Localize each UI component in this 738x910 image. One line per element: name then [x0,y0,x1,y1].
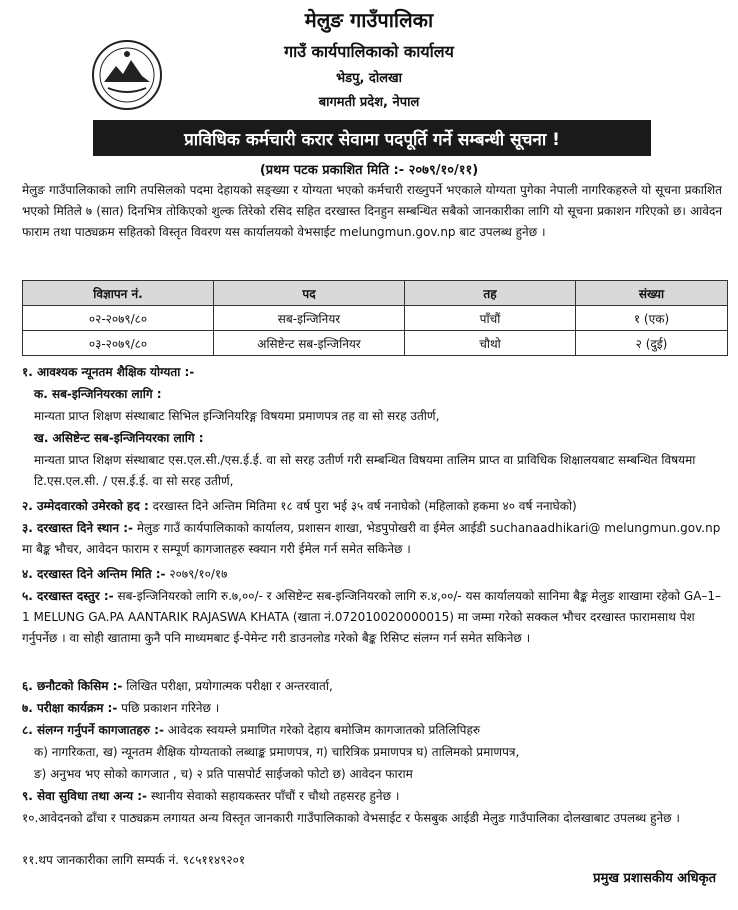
table-cell: २ (दुई) [576,331,728,356]
section-1a-text: मान्यता प्राप्त शिक्षण संस्थाबाट सिभिल इन्जिनियरिङ्ग विषयमा प्रमाणपत्र तह वा सो सरह उतीर्ण, [34,409,440,423]
section-1a-title: क. सब-इन्जिनियरका लागि : [34,387,162,401]
section-7-text: पछि प्रकाशन गरिनेछ । [121,701,220,715]
section-8-label: ८. संलग्न गर्नुपर्ने कागजातहरु :- [22,723,164,737]
section-1-title: १. आवश्यक न्यूनतम शैक्षिक योग्यता :- [22,365,195,379]
section-4-label: ४. दरखास्त दिने अन्तिम मिति :- [22,567,166,581]
section-5-text: सब-इन्जिनियरको लागि रु.७,००/- र असिष्टेन्ट सब-इन्जिनियरको लागि रु.४,००/- यस कार्यालयको सानिमा बैङ्क मेलुङ शाखामा रहेको GA–1–1 MELUNG GA.PA AANTARIK RAJASWA KHATA (खाता नं.072010020000015) मा जम्मा गरेको सक्कल भौचर दरखास्त फारामसाथ पेश गर्नुपर्नेछ । वा सोही खातामा कुनै पनि माध्यमबाट ई-पेमेन्ट गरी डाउनलोड गरेको बैङ्क रिसिप्ट संलग्न गर्न समेत सकिनेछ । [22,589,722,645]
table-row [23,331,728,356]
section-3 [22,518,726,560]
table-row [23,306,728,331]
signature-title: प्रमुख प्रशासकीय अधिकृत [593,871,716,886]
office-address: भेडपु, दोलखा [335,71,403,86]
section-6 [22,676,726,697]
office-name: गाउँ कार्यपालिकाको कार्यालय [284,42,454,61]
section-7-label: ७. परीक्षा कार्यक्रम :- [22,701,118,715]
table-cell: ०२-२०७९/८० [23,306,214,331]
table-cell: ०३-२०७९/८० [23,331,214,356]
table-cell: १ (एक) [576,306,728,331]
col-header: तह [405,281,576,306]
section-9 [22,786,726,807]
section-2-label: २. उम्मेदवारको उमेरको हद : [22,499,149,513]
section-11: ११.थप जानकारीका लागि सम्पर्क नं. ९८५११४९२०१ [22,853,246,867]
section-6-label: ६. छनौटको किसिम :- [22,679,123,693]
section-6-text: लिखित परीक्षा, प्रयोगात्मक परीक्षा र अन्तरवार्ता, [126,679,333,693]
section-3-text: मेलुङ गाउँ कार्यपालिकाको कार्यालय, प्रशासन शाखा, भेडपुपोखरी वा ईमेल आईडी suchanaadhikari@ melungmun.gov.np मा बैङ्क भौचर, आवेदन फाराम र सम्पूर्ण कागजातहरु स्क्यान गरी ईमेल गर्न समेत सकिनेछ । [22,521,721,556]
table-cell: पाँचौं [405,306,576,331]
section-8-list-2: ङ) अनुभव भए सोको कागजात , च) २ प्रति पासपोर्ट साईजको फोटो छ) आवेदन फाराम [34,767,413,781]
section-4-text: २०७९/१०/१७ [169,567,228,581]
notice-title: प्राविधिक कर्मचारी करार सेवामा पदपूर्ति गर्ने सम्बन्धी सूचना ! [93,120,651,156]
section-9-text: स्थानीय सेवाको सहायकस्तर पाँचौं र चौथो तहसरह हुनेछ । [150,789,400,803]
section-8-text: आवेदक स्वयम्ले प्रमाणित गरेको देहाय बमोजिम कागजातको प्रतिलिपिहरु [167,723,481,737]
table-header-row [23,281,728,306]
publish-date: (प्रथम पटक प्रकाशित मिति :- २०७९/१०/११) [259,163,479,178]
intro-paragraph: मेलुङ गाउँपालिकाको लागि तपसिलको पदमा देहायको सङ्ख्या र योग्यता भएको कर्मचारी राख्नुपर्ने भएकाले योग्यता पुगेका नेपाली नागरिकहरुले यो सूचना प्रकाशित भएको मितिले ७ (सात) दिनभित्र तोकिएको शुल्क तिरेको रसिद सहित दरखास्त दिनहुन सम्बन्धित सबैको जानकारीका लागि यो सूचना प्रकाशन गरिएको छ। आवेदन फाराम तथा पाठ्यक्रम सहितको विस्तृत विवरण यस कार्यालयको वेभसाईट melungmun.gov.np बाट उपलब्ध हुनेछ । [22,183,722,239]
section-4 [22,564,726,585]
section-5 [22,586,726,649]
section-3-label: ३. दरखास्त दिने स्थान :- [22,521,134,535]
section-1b-text: मान्यता प्राप्त शिक्षण संस्थाबाट एस.एल.सी./एस.ई.ई. वा सो सरह उतीर्ण गरी सम्बन्धित विषयमा तालिम प्राप्त वा प्राविधिक शिक्षालयबाट सम्बन्धित विषयमा टि.एस.एल.सी. / एस.ई.ई. वा सो सरह उतीर्ण, [34,453,696,488]
province-name: बागमती प्रदेश, नेपाल [318,95,420,110]
section-2 [22,496,726,517]
section-7 [22,698,726,719]
table-cell: चौथो [405,331,576,356]
col-header: संख्या [576,281,728,306]
section-8-list-1: क) नागरिकता, ख) न्यूनतम शैक्षिक योग्यताको लब्धाङ्क प्रमाणपत्र, ग) चारित्रिक प्रमाणपत्र घ) तालिमको प्रमाणपत्र, [34,745,520,759]
section-9-label: ९. सेवा सुविधा तथा अन्य :- [22,789,148,803]
col-header: विज्ञापन नं. [23,281,214,306]
section-1b-title: ख. असिष्टेन्ट सब-इन्जिनियरका लागि : [34,431,204,445]
section-2-text: दरखास्त दिने अन्तिम मितिमा १८ वर्ष पुरा भई ३५ वर्ष ननाघेको (महिलाको हकमा ४० वर्ष ननाघेको) [152,499,577,513]
col-header: पद [214,281,405,306]
table-cell: असिष्टेन्ट सब-इन्जिनियर [214,331,405,356]
vacancy-table [22,280,728,356]
org-name: मेलुङ गाउँपालिका [304,8,434,32]
table-cell: सब-इन्जिनियर [214,306,405,331]
section-5-label: ५. दरखास्त दस्तुर :- [22,589,114,603]
section-10: १०.आवेदनको ढाँचा र पाठ्यक्रम लगायत अन्य विस्तृत जानकारी गाउँपालिकाको वेभसाईट र फेसबुक आईडी मेलुङ गाउँपालिका दोलखाबाट उपलब्ध हुनेछ । [22,811,680,825]
section-8 [22,720,726,741]
